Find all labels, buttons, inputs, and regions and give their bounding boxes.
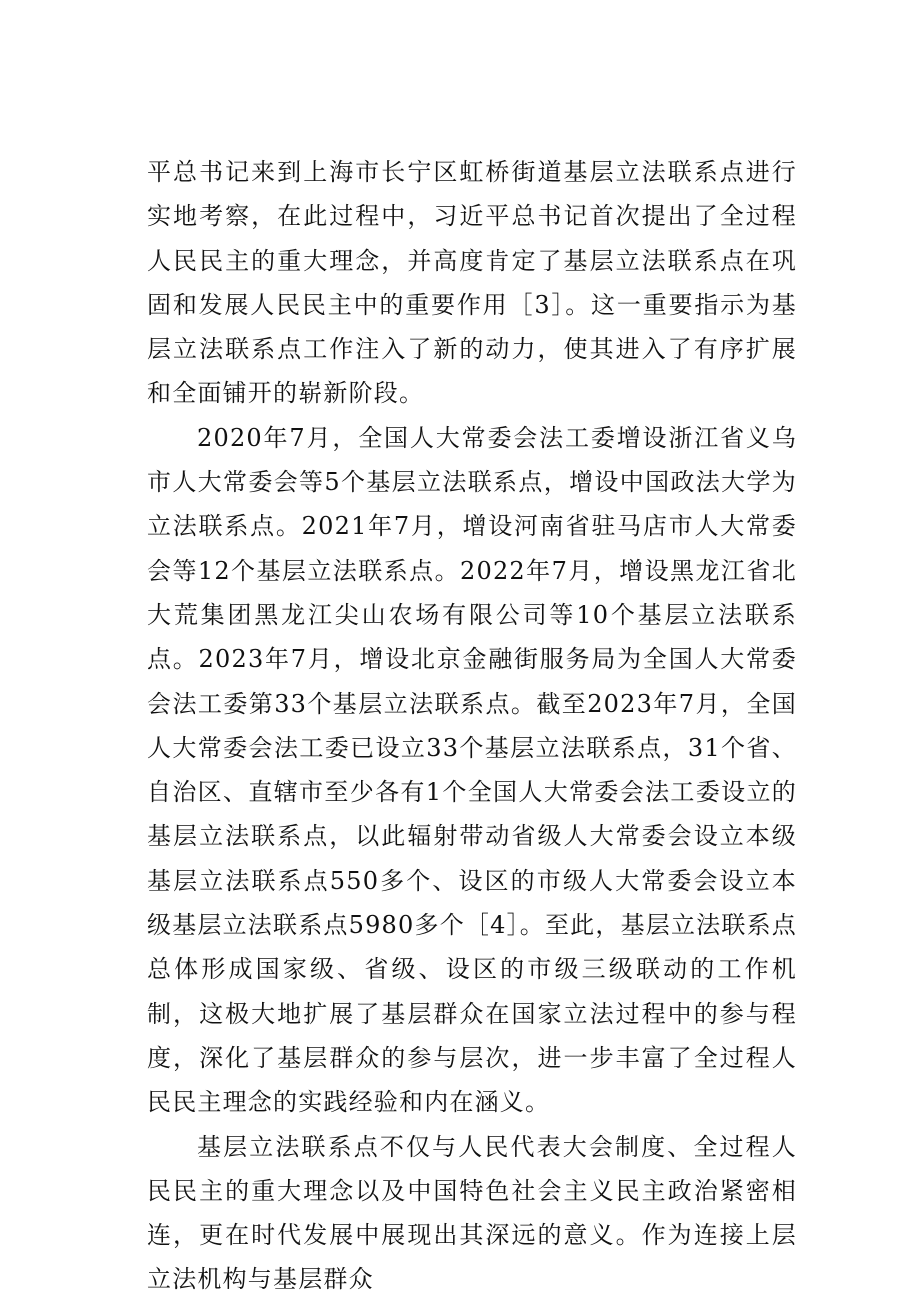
- paragraph-significance: 基层立法联系点不仅与人民代表大会制度、全过程人民民主的重大理念以及中国特色社会主义民主政治紧密相连，更在时代发展中展现出其深远的意义。作为连接上层立法机构与基层群众: [147, 1132, 797, 1294]
- document-page: [147, 150, 797, 1302]
- paragraph-continued: 平总书记来到上海市长宁区虹桥街道基层立法联系点进行实地考察，在此过程中，习近平总书记首次提出了全过程人民民主的重大理念，并高度肯定了基层立法联系点在巩固和发展人民民主中的重要作用［3］。这一重要指示为基层立法联系点工作注入了新的动力，使其进入了有序扩展和全面铺开的崭新阶段。: [147, 158, 797, 408]
- paragraph-expansion: 2020年7月，全国人大常委会法工委增设浙江省义乌市人大常委会等5个基层立法联系点，增设中国政法大学为立法联系点。2021年7月，增设河南省驻马店市人大常委会等12个基层立法联系点。2022年7月，增设黑龙江省北大荒集团黑龙江尖山农场有限公司等10个基层立法联系点。2023年7月，增设北京金融街服务局为全国人大常委会法工委第33个基层立法联系点。截至2023年7月，全国人大常委会法工委已设立33个基层立法联系点，31个省、自治区、直辖市至少各有1个全国人大常委会法工委设立的基层立法联系点，以此辐射带动省级人大常委会设立本级基层立法联系点550多个、设区的市级人大常委会设立本级基层立法联系点5980多个［4］。至此，基层立法联系点总体形成国家级、省级、设区的市级三级联动的工作机制，这极大地扩展了基层群众在国家立法过程中的参与程度，深化了基层群众的参与层次，进一步丰富了全过程人民民主理念的实践经验和内在涵义。: [147, 423, 797, 1117]
